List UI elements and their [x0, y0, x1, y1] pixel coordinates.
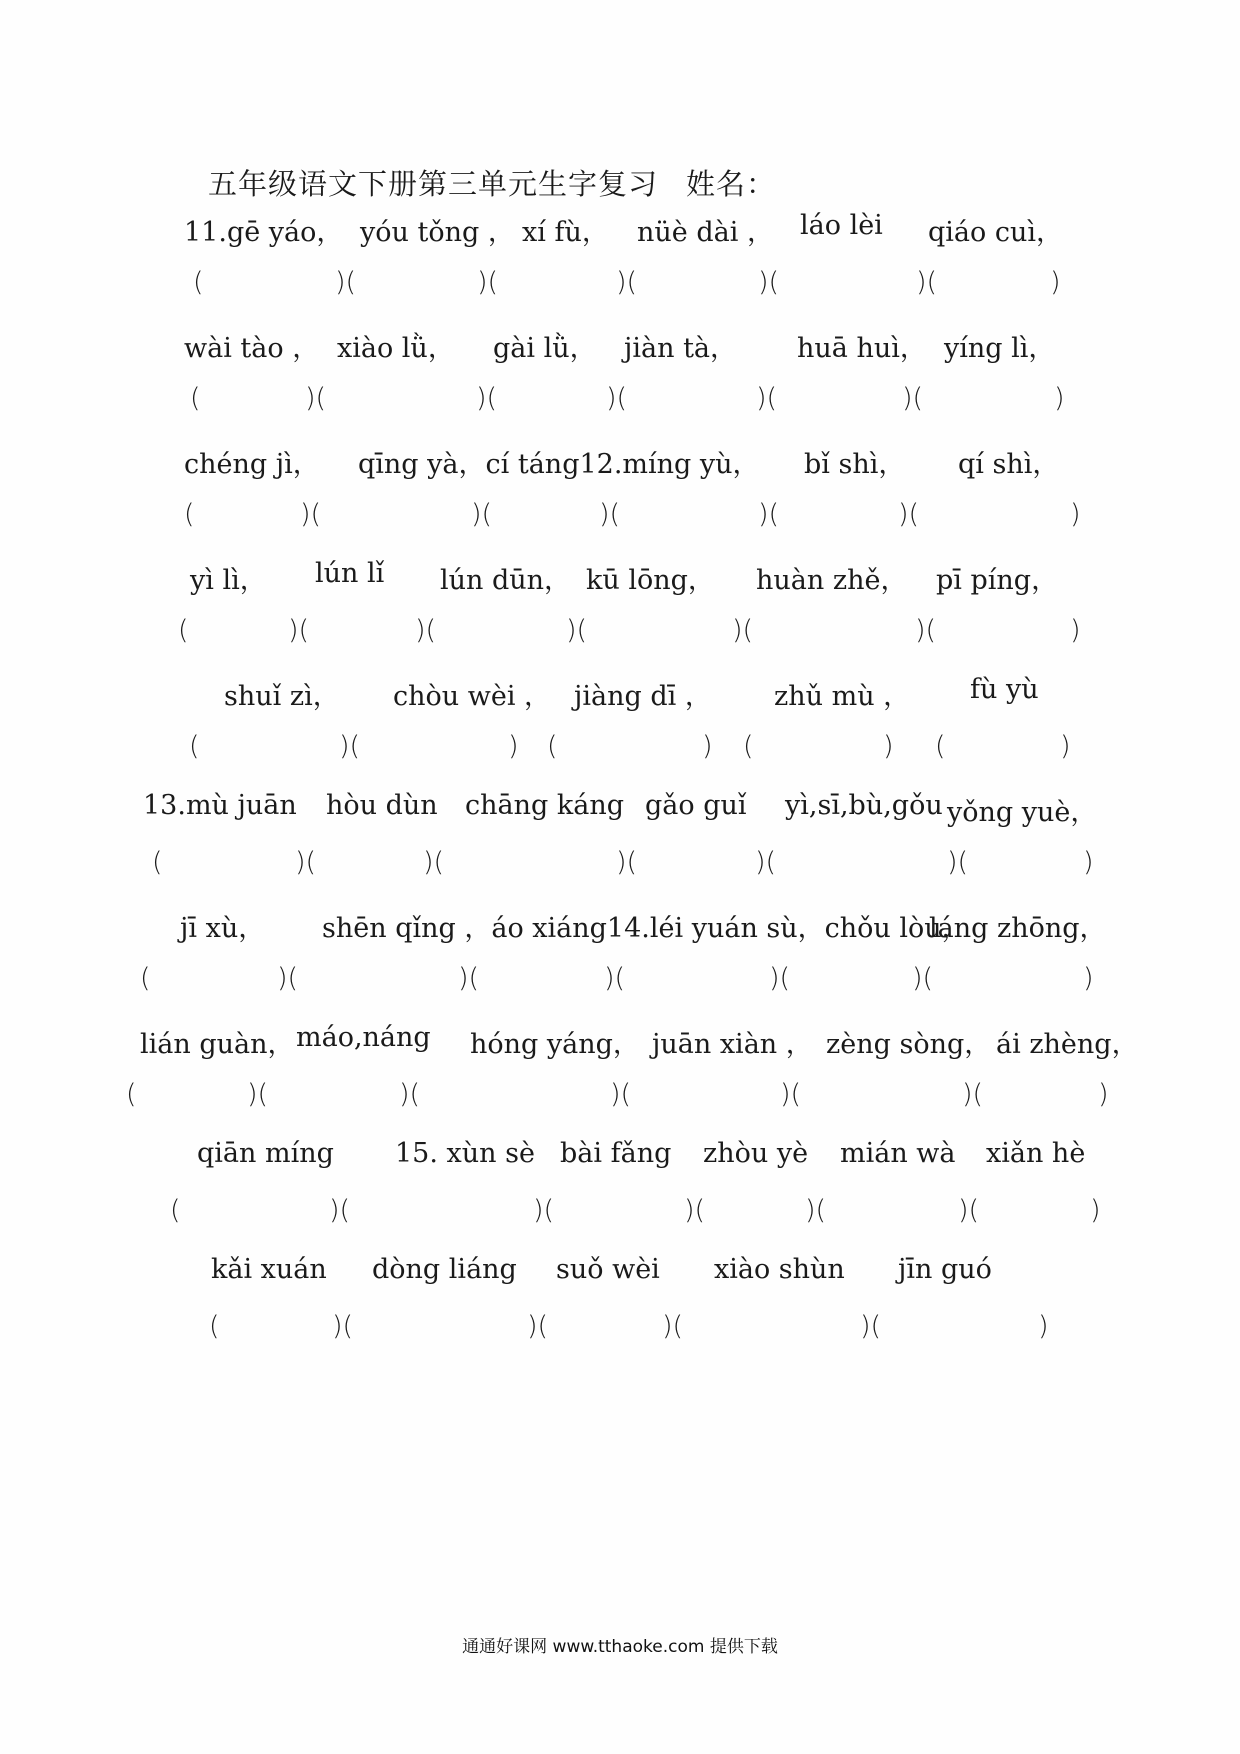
blank-bracket: ) — [1090, 1195, 1101, 1226]
blank-bracket: )( — [902, 383, 924, 414]
pinyin-word: bài fǎng — [560, 1138, 672, 1169]
pinyin-word: yǒng yuè， — [947, 797, 1098, 828]
blank-bracket: )( — [805, 1195, 827, 1226]
answer-blanks-row — [0, 847, 1240, 887]
blank-bracket: )( — [527, 1311, 549, 1342]
blank-bracket: )( — [616, 267, 638, 298]
pinyin-word: láng zhōng， — [929, 913, 1107, 944]
blank-bracket: )( — [780, 1079, 802, 1110]
blank-bracket: ) — [1050, 267, 1061, 298]
blank-bracket: ( — [547, 731, 558, 762]
pinyin-word: hòu dùn — [326, 790, 438, 821]
answer-blanks-row — [0, 1311, 1240, 1351]
pinyin-word: shēn qǐng ，áo xiáng14.léi yuán sù，chǒu lòu， — [322, 913, 969, 944]
answer-blanks-row — [0, 615, 1240, 655]
pinyin-word: shuǐ zì， — [224, 681, 340, 712]
answer-blanks-row — [0, 1195, 1240, 1235]
pinyin-word: xiào lǜ， — [337, 333, 455, 364]
pinyin-word: kǎi xuán — [211, 1254, 327, 1285]
blank-bracket: ) — [1070, 615, 1081, 646]
blank-bracket: )( — [335, 267, 357, 298]
blank-bracket: )( — [604, 963, 626, 994]
pinyin-word: qīng yà，cí táng12.míng yù， — [358, 449, 760, 480]
pinyin-word: jiàn tà， — [624, 333, 738, 364]
pinyin-word: xiào shùn — [714, 1254, 845, 1285]
pinyin-word: wài tào ， — [184, 333, 320, 364]
blank-bracket: )( — [300, 499, 322, 530]
blank-bracket: )( — [755, 847, 777, 878]
blank-bracket: )( — [533, 1195, 555, 1226]
pinyin-row — [0, 1138, 1240, 1178]
blank-bracket: )( — [295, 847, 317, 878]
pinyin-word: ái zhèng， — [996, 1029, 1139, 1060]
pinyin-word: zhǔ mù ， — [774, 681, 911, 712]
pinyin-word: 11.gē yáo， — [184, 217, 344, 248]
pinyin-word: qiáo cuì， — [928, 217, 1063, 248]
pinyin-word: xiǎn hè — [986, 1138, 1086, 1169]
pinyin-row — [0, 790, 1240, 830]
blank-bracket: )( — [477, 267, 499, 298]
pinyin-word: zèng sòng， — [826, 1029, 992, 1060]
pinyin-word: jīn guó — [898, 1254, 992, 1285]
pinyin-word: xí fù， — [522, 217, 609, 248]
blank-bracket: )( — [339, 731, 361, 762]
pinyin-word: lún lǐ — [315, 558, 385, 589]
pinyin-row — [0, 442, 1240, 482]
pinyin-word: fù yù — [970, 674, 1039, 705]
pinyin-word: mián wà — [840, 1138, 956, 1169]
blank-bracket: ( — [178, 615, 189, 646]
blank-bracket: )( — [471, 499, 493, 530]
answer-blanks-row — [0, 499, 1240, 539]
pinyin-word: chéng jì， — [184, 449, 320, 480]
blank-bracket: ( — [189, 731, 200, 762]
pinyin-word: 13.mù juān — [143, 790, 297, 821]
pinyin-word: hóng yáng， — [470, 1029, 640, 1060]
blank-bracket: )( — [476, 383, 498, 414]
blank-bracket: )( — [758, 499, 780, 530]
pinyin-row — [0, 558, 1240, 598]
answer-blanks-row — [0, 267, 1240, 307]
pinyin-word: kū lōng， — [586, 565, 715, 596]
blank-bracket: )( — [758, 267, 780, 298]
pinyin-word: bǐ shì， — [804, 449, 906, 480]
pinyin-word: zhòu yè — [703, 1138, 809, 1169]
pinyin-word: yì,sī,bù,gǒu — [785, 790, 943, 821]
blank-bracket: )( — [599, 499, 621, 530]
blank-bracket: ) — [1083, 847, 1094, 878]
pinyin-word: huàn zhě， — [756, 565, 908, 596]
blank-bracket: ( — [743, 731, 754, 762]
blank-bracket: ) — [1054, 383, 1065, 414]
blank-bracket: ) — [1038, 1311, 1049, 1342]
blank-bracket: ) — [883, 731, 894, 762]
name-label: 姓名： — [686, 167, 777, 201]
pinyin-word: juān xiàn ， — [652, 1029, 813, 1060]
blank-bracket: ( — [126, 1079, 137, 1110]
pinyin-word: láo lèi — [800, 210, 883, 241]
blank-bracket: )( — [915, 615, 937, 646]
blank-bracket: )( — [860, 1311, 882, 1342]
blank-bracket: )( — [566, 615, 588, 646]
pinyin-word: chāng káng — [465, 790, 624, 821]
pinyin-word: jiàng dī ， — [574, 681, 712, 712]
blank-bracket: ( — [193, 267, 204, 298]
blank-bracket: )( — [898, 499, 920, 530]
pinyin-row — [0, 674, 1240, 714]
blank-bracket: ( — [209, 1311, 220, 1342]
blank-bracket: )( — [305, 383, 327, 414]
blank-bracket: )( — [916, 267, 938, 298]
answer-blanks-row — [0, 1079, 1240, 1119]
pinyin-word: huā huì， — [797, 333, 927, 364]
blank-bracket: )( — [606, 383, 628, 414]
blank-bracket: )( — [399, 1079, 421, 1110]
pinyin-word: suǒ wèi — [556, 1254, 660, 1285]
blank-bracket: ) — [1098, 1079, 1109, 1110]
blank-bracket: ) — [508, 731, 519, 762]
blank-bracket: ) — [1083, 963, 1094, 994]
pinyin-row — [0, 1022, 1240, 1062]
blank-bracket: ) — [1070, 499, 1081, 530]
pinyin-word: nüè dài ， — [637, 217, 774, 248]
pinyin-word: chòu wèi ， — [393, 681, 552, 712]
blank-bracket: ( — [935, 731, 946, 762]
blank-bracket: ) — [702, 731, 713, 762]
blank-bracket: )( — [423, 847, 445, 878]
answer-blanks-row — [0, 963, 1240, 1003]
blank-bracket: )( — [769, 963, 791, 994]
blank-bracket: )( — [277, 963, 299, 994]
blank-bracket: )( — [415, 615, 437, 646]
pinyin-word: qiān míng — [197, 1138, 334, 1169]
blank-bracket: )( — [962, 1079, 984, 1110]
pinyin-word: yì lì， — [190, 565, 267, 596]
blank-bracket: ( — [140, 963, 151, 994]
answer-blanks-row — [0, 383, 1240, 423]
blank-bracket: )( — [732, 615, 754, 646]
pinyin-row — [0, 1254, 1240, 1294]
blank-bracket: ( — [184, 499, 195, 530]
pinyin-word: yíng lì， — [944, 333, 1056, 364]
blank-bracket: )( — [756, 383, 778, 414]
pinyin-row — [0, 326, 1240, 366]
pinyin-row — [0, 210, 1240, 250]
pinyin-word: lián guàn， — [140, 1029, 295, 1060]
blank-bracket: ( — [190, 383, 201, 414]
footer-credit: 通通好课网 www.tthaoke.com 提供下载 — [462, 1637, 778, 1657]
pinyin-word: dòng liáng — [372, 1254, 517, 1285]
blank-bracket: )( — [288, 615, 310, 646]
pinyin-word: pī píng， — [936, 565, 1059, 596]
blank-bracket: )( — [610, 1079, 632, 1110]
blank-bracket: )( — [332, 1311, 354, 1342]
blank-bracket: )( — [329, 1195, 351, 1226]
blank-bracket: )( — [958, 1195, 980, 1226]
pinyin-word: gǎo guǐ — [645, 790, 747, 821]
blank-bracket: )( — [684, 1195, 706, 1226]
blank-bracket: )( — [912, 963, 934, 994]
blank-bracket: )( — [247, 1079, 269, 1110]
blank-bracket: )( — [947, 847, 969, 878]
blank-bracket: )( — [616, 847, 638, 878]
pinyin-word: 15. xùn sè — [395, 1138, 535, 1169]
pinyin-word: jī xù， — [180, 913, 266, 944]
worksheet-title — [208, 162, 776, 203]
pinyin-word: gài lǜ， — [493, 333, 597, 364]
pinyin-word: qí shì， — [958, 449, 1060, 480]
blank-bracket: ) — [1060, 731, 1071, 762]
pinyin-row — [0, 906, 1240, 946]
blank-bracket: )( — [458, 963, 480, 994]
answer-blanks-row — [0, 731, 1240, 771]
blank-bracket: ( — [170, 1195, 181, 1226]
blank-bracket: )( — [662, 1311, 684, 1342]
blank-bracket: ( — [152, 847, 163, 878]
pinyin-word: lún dūn， — [440, 565, 572, 596]
pinyin-word: yóu tǒng ， — [360, 217, 515, 248]
title-text: 五年级语文下册第三单元生字复习 — [208, 167, 659, 201]
pinyin-word: máo,náng — [296, 1022, 431, 1053]
